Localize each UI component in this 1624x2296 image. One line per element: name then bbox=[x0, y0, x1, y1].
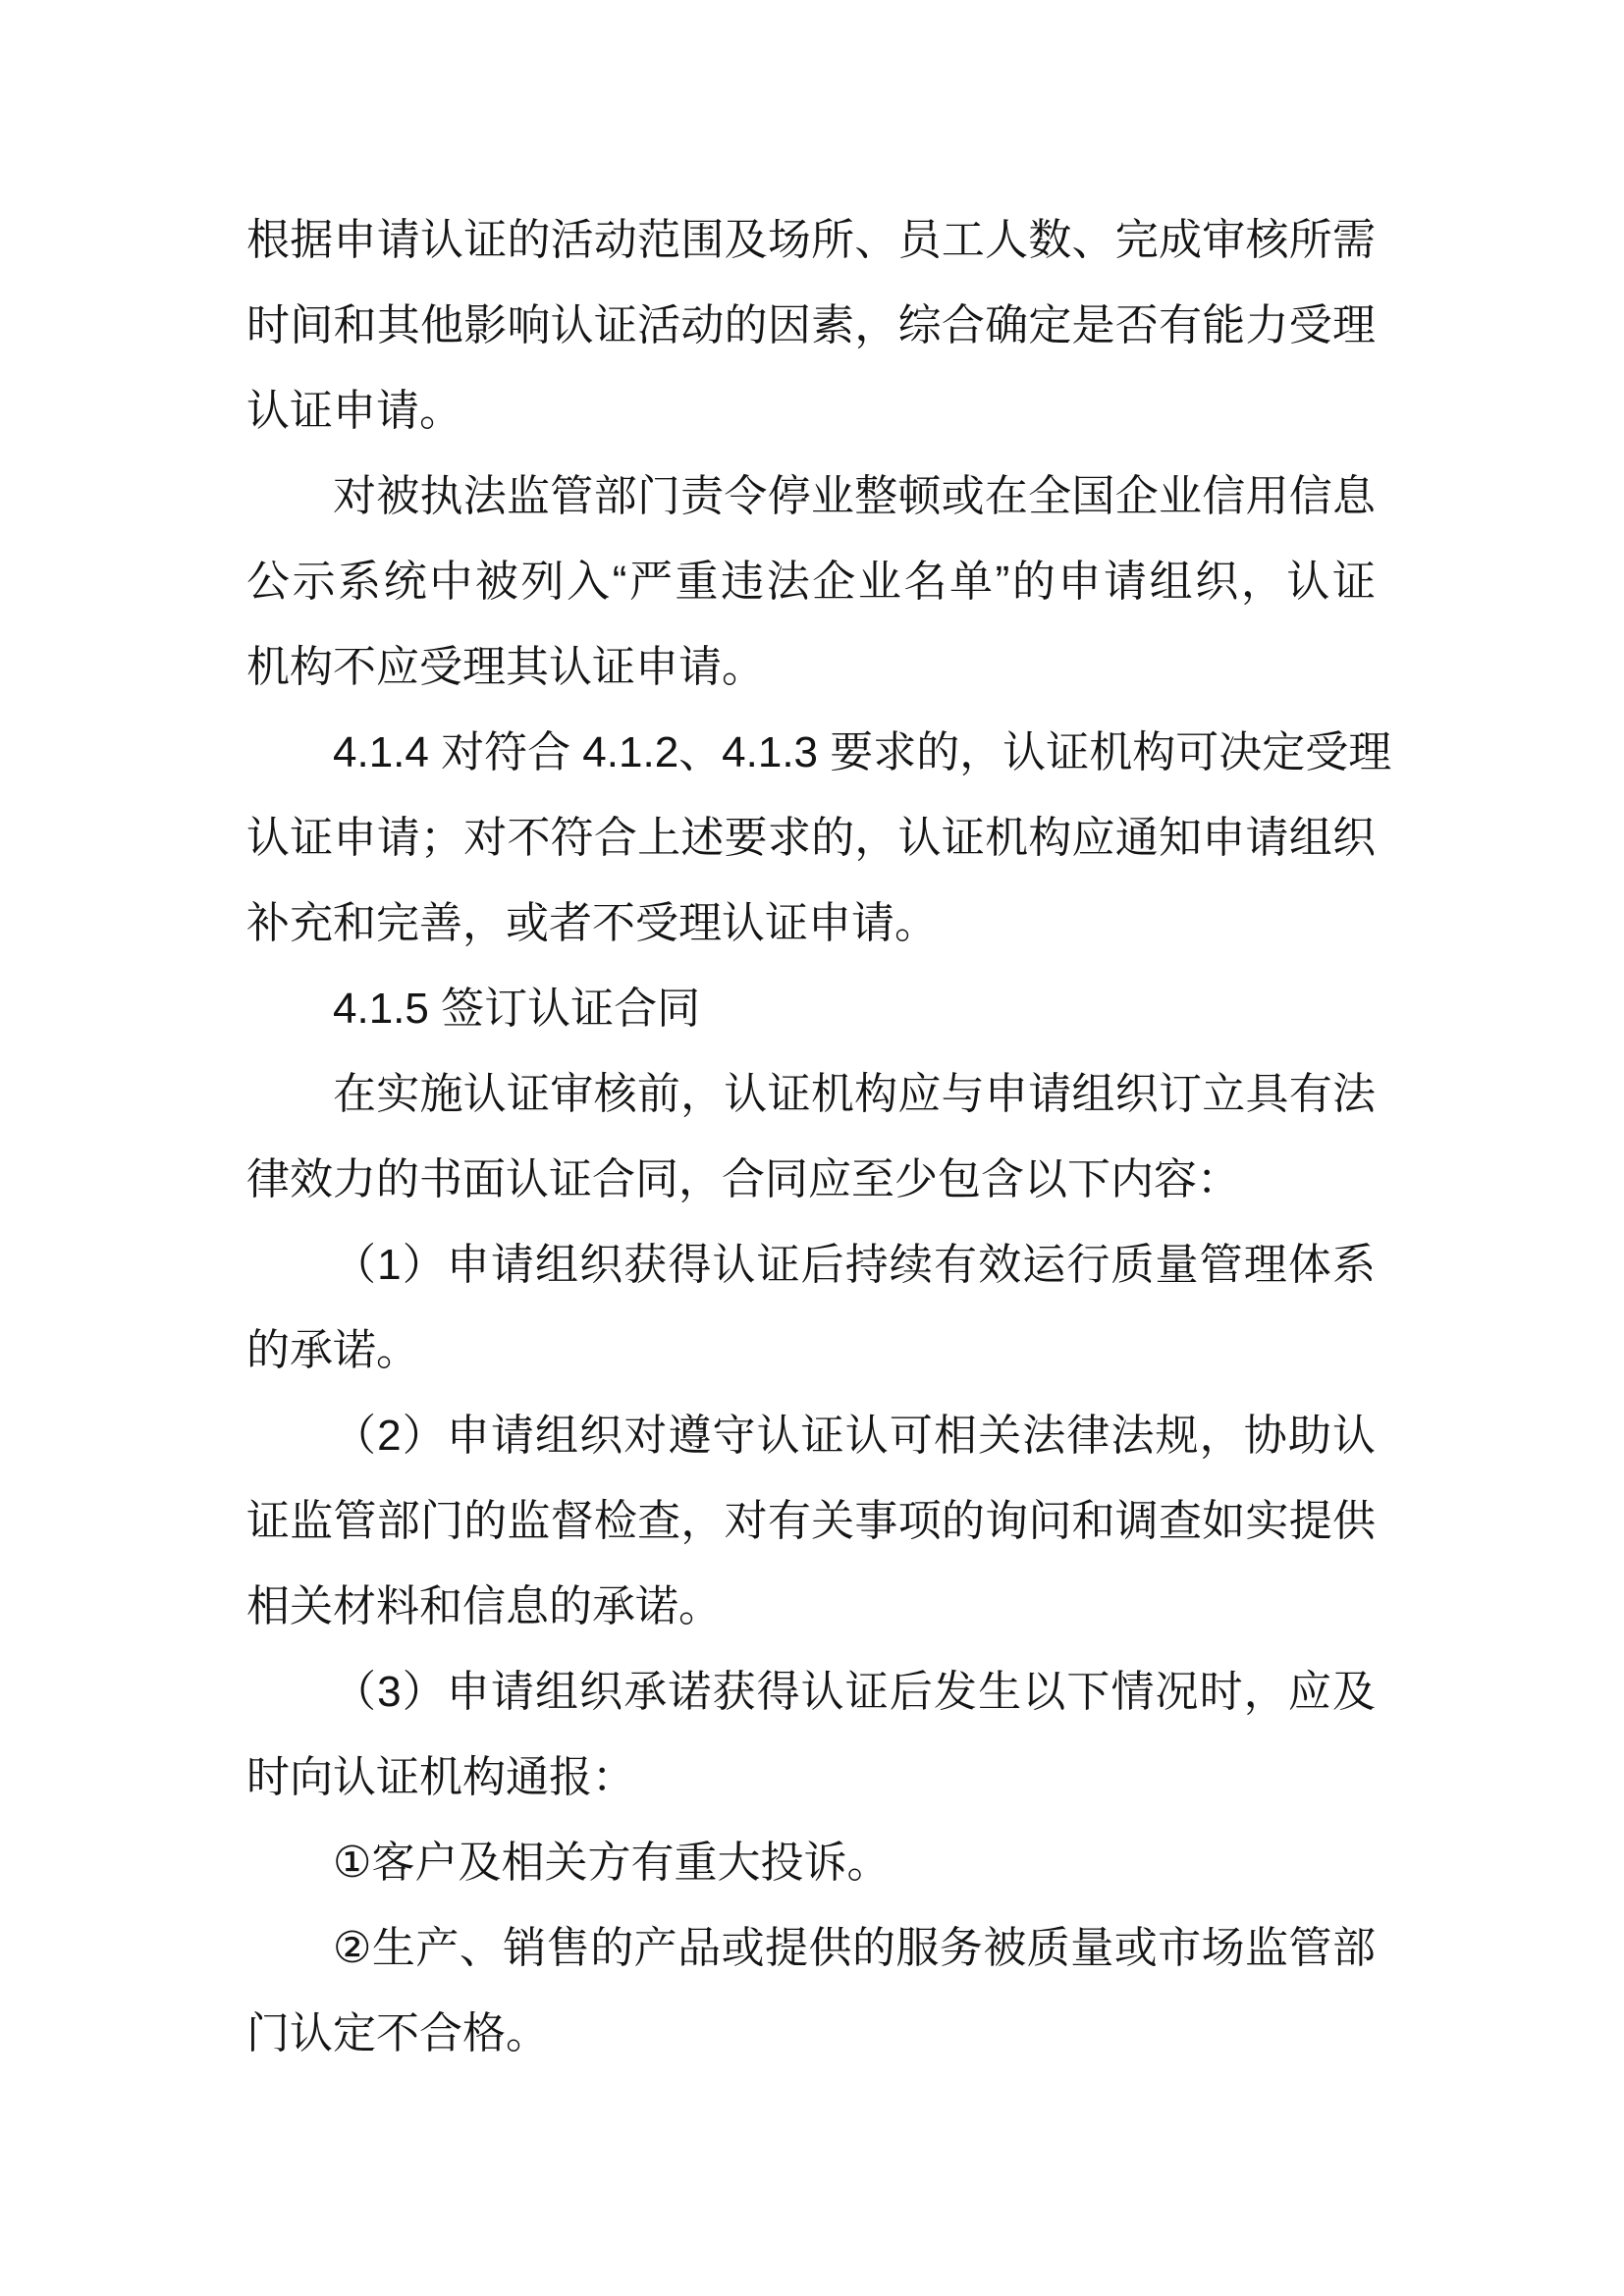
text-line: ①客户及相关方有重大投诉。 bbox=[333, 1839, 891, 1887]
document-text bbox=[246, 197, 1392, 2076]
text-line: 证监管部门的监督检查，对有关事项的询问和调查如实提供 bbox=[246, 1497, 1376, 1545]
text-line: （1）申请组织获得认证后持续有效运行质量管理体系 bbox=[333, 1241, 1376, 1289]
text-line: 机构不应受理其认证申请。 bbox=[246, 643, 765, 691]
text-line: 公示系统中被列入“严重违法企业名单”的申请组织，认证 bbox=[246, 558, 1376, 606]
text-line: （2）申请组织对遵守认证认可相关法律法规，协助认 bbox=[333, 1412, 1376, 1460]
text-line: 根据申请认证的活动范围及场所、员工人数、完成审核所需 bbox=[246, 216, 1376, 264]
text-line: 相关材料和信息的承诺。 bbox=[246, 1582, 722, 1630]
text-line: 的承诺。 bbox=[246, 1326, 419, 1374]
text-line: 4.1.5 签订认证合同 bbox=[333, 985, 701, 1033]
text-line: （3）申请组织承诺获得认证后发生以下情况时，应及 bbox=[333, 1668, 1376, 1716]
text-line: 在实施认证审核前，认证机构应与申请组织订立具有法 bbox=[333, 1070, 1376, 1118]
text-line: 认证申请；对不符合上述要求的，认证机构应通知申请组织 bbox=[246, 814, 1376, 862]
text-line: 对被执法监管部门责令停业整顿或在全国企业信用信息 bbox=[333, 472, 1376, 520]
text-line: 4.1.4 对符合 4.1.2、4.1.3 要求的，认证机构可决定受理 bbox=[333, 728, 1392, 776]
text-line: 补充和完善，或者不受理认证申请。 bbox=[246, 899, 938, 947]
text-line: 时间和其他影响认证活动的因素，综合确定是否有能力受理 bbox=[246, 301, 1376, 349]
text-line: 门认定不合格。 bbox=[246, 2009, 549, 2057]
text-line: 律效力的书面认证合同，合同应至少包含以下内容： bbox=[246, 1155, 1240, 1203]
text-line: 时向认证机构通报： bbox=[246, 1753, 635, 1801]
text-line: ②生产、销售的产品或提供的服务被质量或市场监管部 bbox=[333, 1924, 1376, 1972]
text-line: 认证申请。 bbox=[246, 387, 462, 435]
